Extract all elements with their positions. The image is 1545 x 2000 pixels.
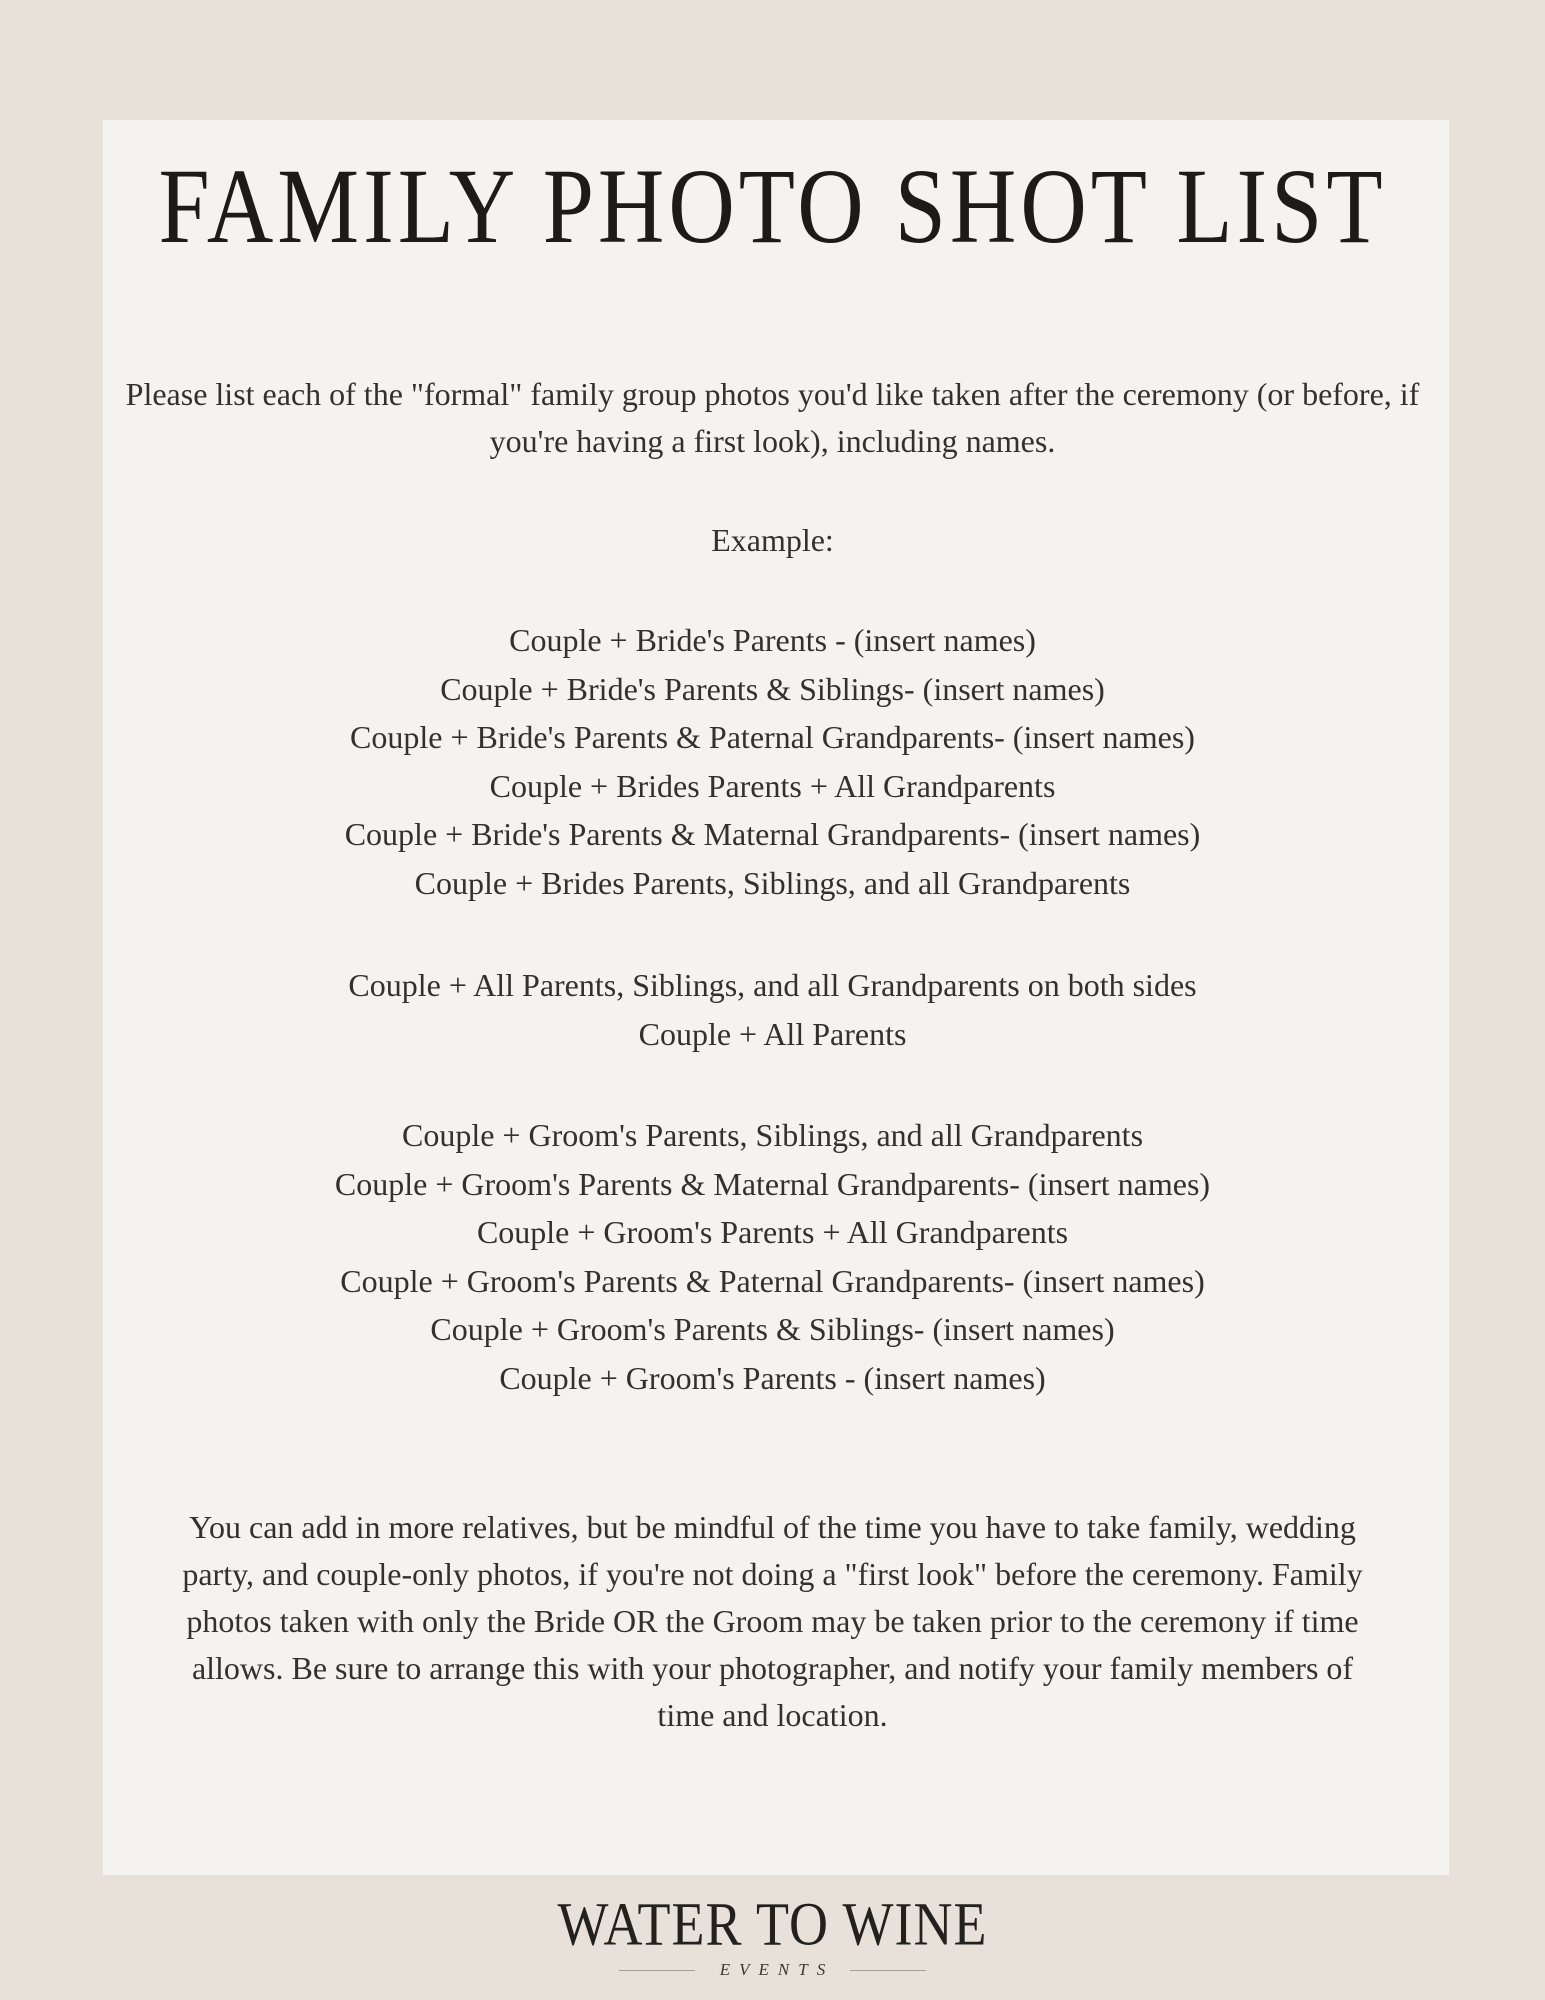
tagline-left-rule — [619, 1970, 695, 1971]
shot-list-item: Couple + Bride's Parents & Maternal Grandparents- (insert names) — [344, 816, 1201, 853]
intro-paragraph — [0, 371, 1545, 465]
shot-list-item: Couple + Bride's Parents - (insert names) — [509, 622, 1036, 658]
shot-list-brides-side — [0, 616, 1545, 908]
shot-list-item: Couple + Brides Parents, Siblings, and all Grandparents — [414, 864, 1131, 901]
shot-list-item: Couple + Groom's Parents & Siblings- (insert names) — [430, 1311, 1115, 1348]
shot-list-item: Couple + Bride's Parents & Siblings- (insert names) — [440, 670, 1105, 707]
shot-list-item: Couple + Groom's Parents, Siblings, and all Grandparents — [401, 1117, 1144, 1153]
shot-list-item: Couple + Groom's Parents + All Grandparents — [476, 1214, 1069, 1251]
shot-list-item: Couple + Bride's Parents & Paternal Grandparents- (insert names) — [350, 719, 1195, 756]
example-label: Example: — [711, 522, 834, 558]
advice-paragraph — [0, 1504, 1545, 1739]
shot-list-item: Couple + All Parents — [638, 1015, 907, 1052]
brand-tagline: EVENTS — [719, 1960, 835, 1979]
shot-list-item: Couple + Groom's Parents & Maternal Grandparents- (insert names) — [334, 1165, 1211, 1202]
shot-list-item: Couple + Groom's Parents - (insert names) — [499, 1359, 1046, 1396]
footer-logo — [0, 1889, 1545, 1980]
advice-paragraph-text: You can add in more relatives, but be mindful of the time you have to take family, wedding party, and couple-only photos, if you're not doing a "first look" before the ceremony. Family photos taken with only the Bride OR the Groom may be taken prior to the ceremony if time allows. Be sure to arrange this with your photographer, and notify your family members of time and location. — [182, 1509, 1363, 1733]
brand-tagline-row — [0, 1960, 1545, 1980]
page-title: FAMILY PHOTO SHOT LIST — [158, 146, 1387, 266]
brand-wordmark: WATER TO WINE — [557, 1889, 988, 1959]
shot-list-grooms-side — [0, 1111, 1545, 1403]
intro-paragraph-text: Please list each of the "formal" family group photos you'd like taken after the ceremony (or before, if you're having a first look), including names. — [125, 376, 1420, 459]
shot-list-all-parents — [0, 961, 1545, 1058]
tagline-right-rule — [850, 1970, 926, 1971]
shot-list-item: Couple + Groom's Parents & Paternal Grandparents- (insert names) — [340, 1262, 1205, 1299]
shot-list-item: Couple + Brides Parents + All Grandparents — [489, 767, 1056, 804]
shot-list-item: Couple + All Parents, Siblings, and all Grandparents on both sides — [348, 967, 1197, 1003]
